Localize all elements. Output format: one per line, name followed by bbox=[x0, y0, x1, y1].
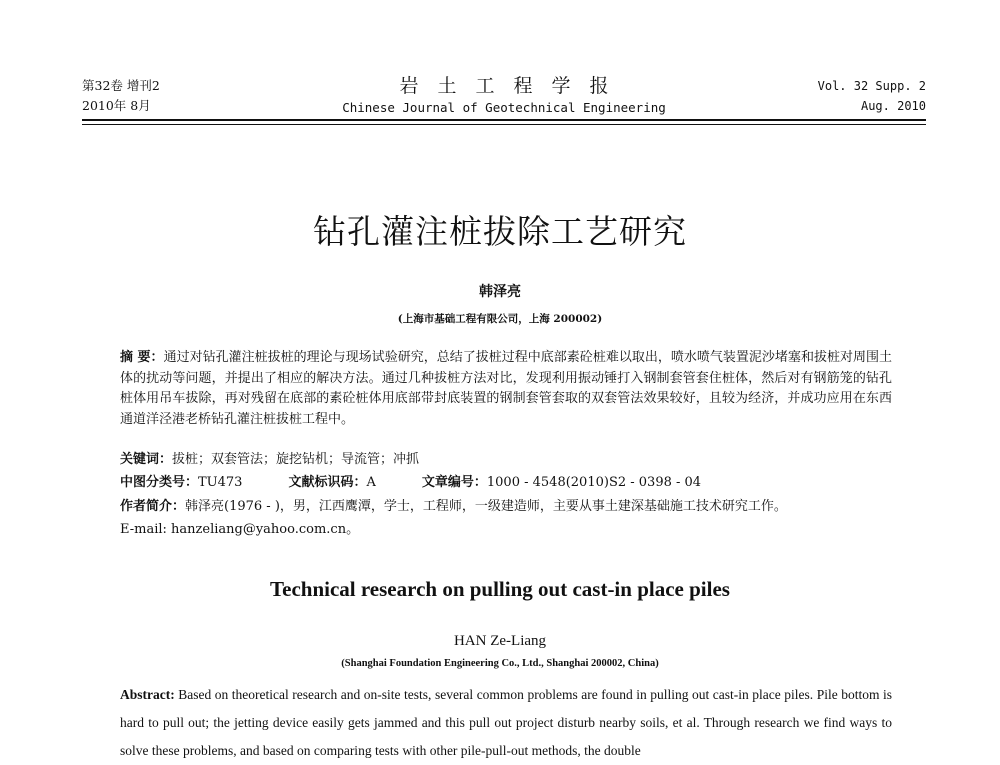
journal-header bbox=[82, 74, 926, 124]
volume-issue-cn: 第32卷 增刊2 bbox=[82, 78, 160, 93]
bio-text: 韩泽亮(1976 - )，男，江西鹰潭，学士，工程师，一级建造师，主要从事土建深基础施工技术研究工作。 bbox=[185, 499, 787, 514]
bio-label: 作者简介： bbox=[120, 499, 186, 514]
author-bio bbox=[120, 497, 900, 517]
clc-label: 中图分类号： bbox=[120, 475, 199, 490]
abstract-cn-text: 通过对钻孔灌注桩拔桩的理论与现场试验研究，总结了拔桩过程中底部素砼桩难以取出，喷水喷气装置泥沙堵塞和拔桩对周围土体的扰动等问题，并提出了相应的解决方法。通过几种拔桩方法对比，发现利用振动锤打入钢制套管套住桩体，然后对有钢筋笼的钻孔桩体用吊车拔除，再对残留在底部的素砼桩体用底部带封底装置的钢制套管套取的双套管法效果较好，且较为经济，并成功应用在东西通道洋泾港老桥钻孔灌注桩拔桩工程中。 bbox=[120, 350, 892, 427]
paper-title-cn: 钻孔灌注桩拔除工艺研究 bbox=[313, 212, 687, 251]
article-no-label: 文章编号： bbox=[421, 475, 487, 490]
keywords-text: 拔桩；双套管法；旋挖钻机；导流管；冲抓 bbox=[172, 452, 420, 467]
classification-row bbox=[120, 473, 900, 493]
doc-code-label: 文献标识码： bbox=[288, 475, 367, 490]
date-cn: 2010年 8月 bbox=[82, 98, 151, 113]
date-en: Aug. 2010 bbox=[860, 99, 926, 113]
abstract-en-label: Abstract: bbox=[120, 687, 175, 702]
header-rule-thin bbox=[82, 124, 926, 125]
article-no-value: 1000 - 4548(2010)S2 - 0398 - 04 bbox=[486, 475, 702, 490]
journal-title-cn: 岩土工程学报 bbox=[399, 75, 628, 97]
affiliation-en: (Shanghai Foundation Engineering Co., Ltd., Shanghai 200002, China) bbox=[341, 658, 659, 669]
abstract-en-text: Based on theoretical research and on-site tests, several common problems are found in pulling out cast-in place piles. Pile bottom is hard to pull out; the jetting device easily gets jammed and this pull out project disturb nearby soils, et al. Through research we find ways to solve these problems, and based on comparing tests with other pile-pull-out methods, the double bbox=[120, 687, 892, 758]
author-cn: 韩泽亮 bbox=[479, 284, 521, 300]
clc-value: TU473 bbox=[198, 475, 243, 490]
paper-title-en: Technical research on pulling out cast-in place piles bbox=[270, 577, 730, 601]
abstract-cn-label: 摘 要： bbox=[120, 350, 164, 365]
header-right bbox=[818, 76, 926, 116]
author-en: HAN Ze-Liang bbox=[453, 633, 547, 649]
journal-title-en: Chinese Journal of Geotechnical Engineering bbox=[342, 100, 666, 115]
abstract-cn bbox=[120, 348, 892, 430]
keywords-cn bbox=[120, 450, 900, 470]
header-center bbox=[82, 74, 926, 116]
doc-code-value: A bbox=[366, 475, 376, 490]
volume-en: Vol. 32 Supp. 2 bbox=[817, 79, 926, 93]
keywords-label: 关键词： bbox=[120, 452, 173, 467]
header-rule-thick bbox=[82, 119, 926, 121]
affiliation-cn: (上海市基础工程有限公司，上海 200002) bbox=[397, 313, 603, 325]
author-email: E-mail: hanzeliang@yahoo.com.cn。 bbox=[120, 522, 360, 537]
abstract-en bbox=[120, 681, 892, 765]
